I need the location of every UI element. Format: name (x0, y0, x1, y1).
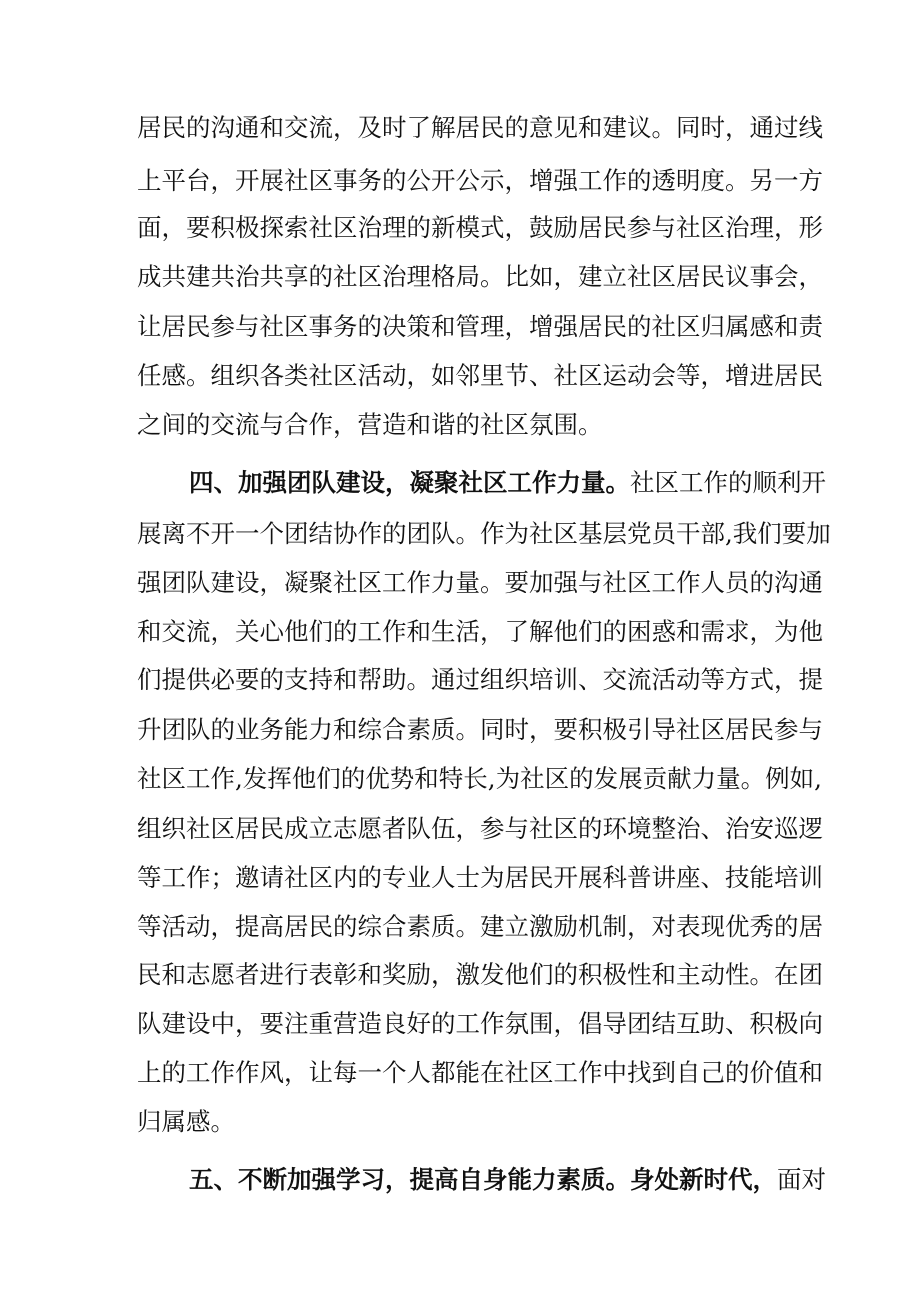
paragraph-line: 让居民参与社区事务的决策和管理，增强居民的社区归属感和责 (137, 312, 823, 341)
paragraph-text: 面对 (777, 1165, 826, 1194)
paragraph-line: 居民的沟通和交流，及时了解居民的意见和建议。同时，通过线 (137, 113, 823, 142)
paragraph-text: 社区工作的顺利开 (630, 468, 826, 497)
paragraph-line: 之间的交流与合作，营造和谐的社区氛围。 (137, 410, 603, 439)
paragraph-line: 等工作；邀请社区内的专业人士为居民开展科普讲座、技能培训 (137, 863, 823, 892)
paragraph-line: 组织社区居民成立志愿者队伍，参与社区的环境整治、治安巡逻 (137, 814, 823, 843)
section-four-first-line (189, 457, 826, 509)
paragraph-line: 等活动，提高居民的综合素质。建立激励机制，对表现优秀的居 (137, 912, 823, 941)
paragraph-line: 升团队的业务能力和综合素质。同时，要积极引导社区居民参与 (137, 715, 823, 744)
paragraph-line: 任感。组织各类社区活动，如邻里节、社区运动会等，增进居民 (137, 361, 823, 390)
paragraph-line: 上的工作作风，让每一个人都能在社区工作中找到自己的价值和 (137, 1058, 823, 1087)
paragraph-line: 面，要积极探索社区治理的新模式，鼓励居民参与社区治理，形 (137, 213, 823, 242)
paragraph-line: 民和志愿者进行表彰和奖励，激发他们的积极性和主动性。在团 (137, 960, 823, 989)
paragraph-line: 归属感。 (137, 1107, 235, 1136)
paragraph-line: 和交流，关心他们的工作和生活，了解他们的困惑和需求，为他 (137, 617, 823, 646)
paragraph-line: 上平台，开展社区事务的公开公示，增强工作的透明度。另一方 (137, 166, 823, 195)
paragraph-line: 队建设中，要注重营造良好的工作氛围，倡导团结互助、积极向 (137, 1009, 823, 1038)
paragraph-line: 社区工作,发挥他们的优势和特长,为社区的发展贡献力量。例如, (137, 764, 822, 793)
section-heading-five: 五、不断加强学习，提高自身能力素质。身处新时代， (189, 1165, 777, 1194)
paragraph-line: 强团队建设，凝聚社区工作力量。要加强与社区工作人员的沟通 (137, 568, 823, 597)
paragraph-line: 们提供必要的支持和帮助。通过组织培训、交流活动等方式，提 (137, 665, 823, 694)
paragraph-line: 展离不开一个团结协作的团队。作为社区基层党员干部,我们要加 (137, 519, 831, 548)
section-heading-four: 四、加强团队建设，凝聚社区工作力量。 (189, 468, 630, 497)
section-five-first-line (189, 1154, 826, 1206)
paragraph-line: 成共建共治共享的社区治理格局。比如，建立社区居民议事会， (137, 262, 823, 291)
